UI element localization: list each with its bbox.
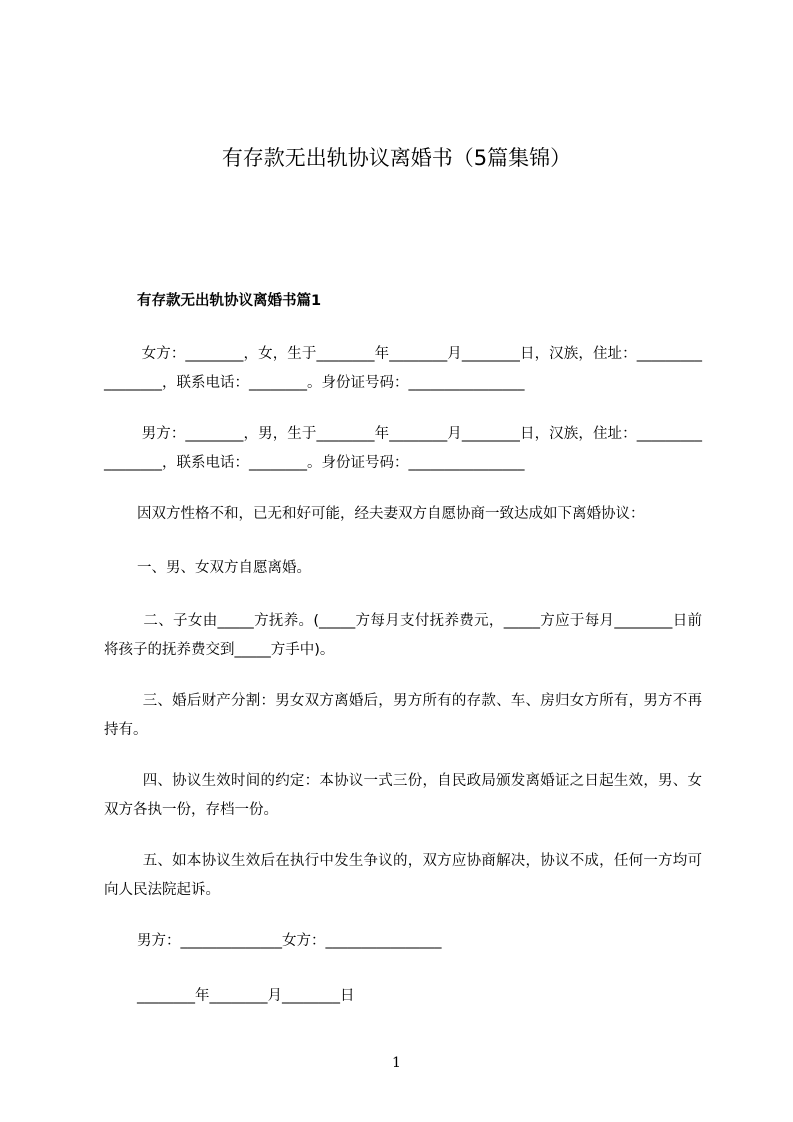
male-party-paragraph: 男方：________，男，生于________年________月________日，汉族，住址：_________________，联系电话：________。身份证号码：________________	[104, 426, 702, 471]
date-line: ________年________月________日	[137, 988, 355, 1004]
section-heading: 有存款无出轨协议离婚书篇1	[137, 293, 322, 309]
clause-5: 五、如本协议生效后在执行中发生争议的，双方应协商解决，协议不成，任何一方均可向人民法院起诉。	[104, 853, 703, 898]
female-party-paragraph: 女方：________，女，生于________年________月________日，汉族，住址：_________________，联系电话：________。身份证号码：________________	[104, 346, 702, 391]
document-title: 有存款无出轨协议离婚书（5篇集锦）	[221, 146, 572, 170]
clause-2: 二、子女由_____方抚养。(_____方每月支付抚养费元，_____方应于每月________日前将孩子的抚养费交到_____方手中)。	[104, 613, 703, 658]
clause-1: 一、男、女双方自愿离婚。	[137, 560, 311, 576]
clause-4: 四、协议生效时间的约定：本协议一式三份，自民政局颁发离婚证之日起生效，男、女双方各执一份，存档一份。	[104, 773, 703, 818]
clause-3: 三、婚后财产分割：男女双方离婚后，男方所有的存款、车、房归女方所有，男方不再持有。	[104, 693, 703, 738]
signature-line: 男方：______________女方：________________	[137, 933, 442, 949]
reason-paragraph: 因双方性格不和，已无和好可能，经夫妻双方自愿协商一致达成如下离婚协议：	[137, 506, 645, 522]
page-number: 1	[392, 1055, 401, 1071]
